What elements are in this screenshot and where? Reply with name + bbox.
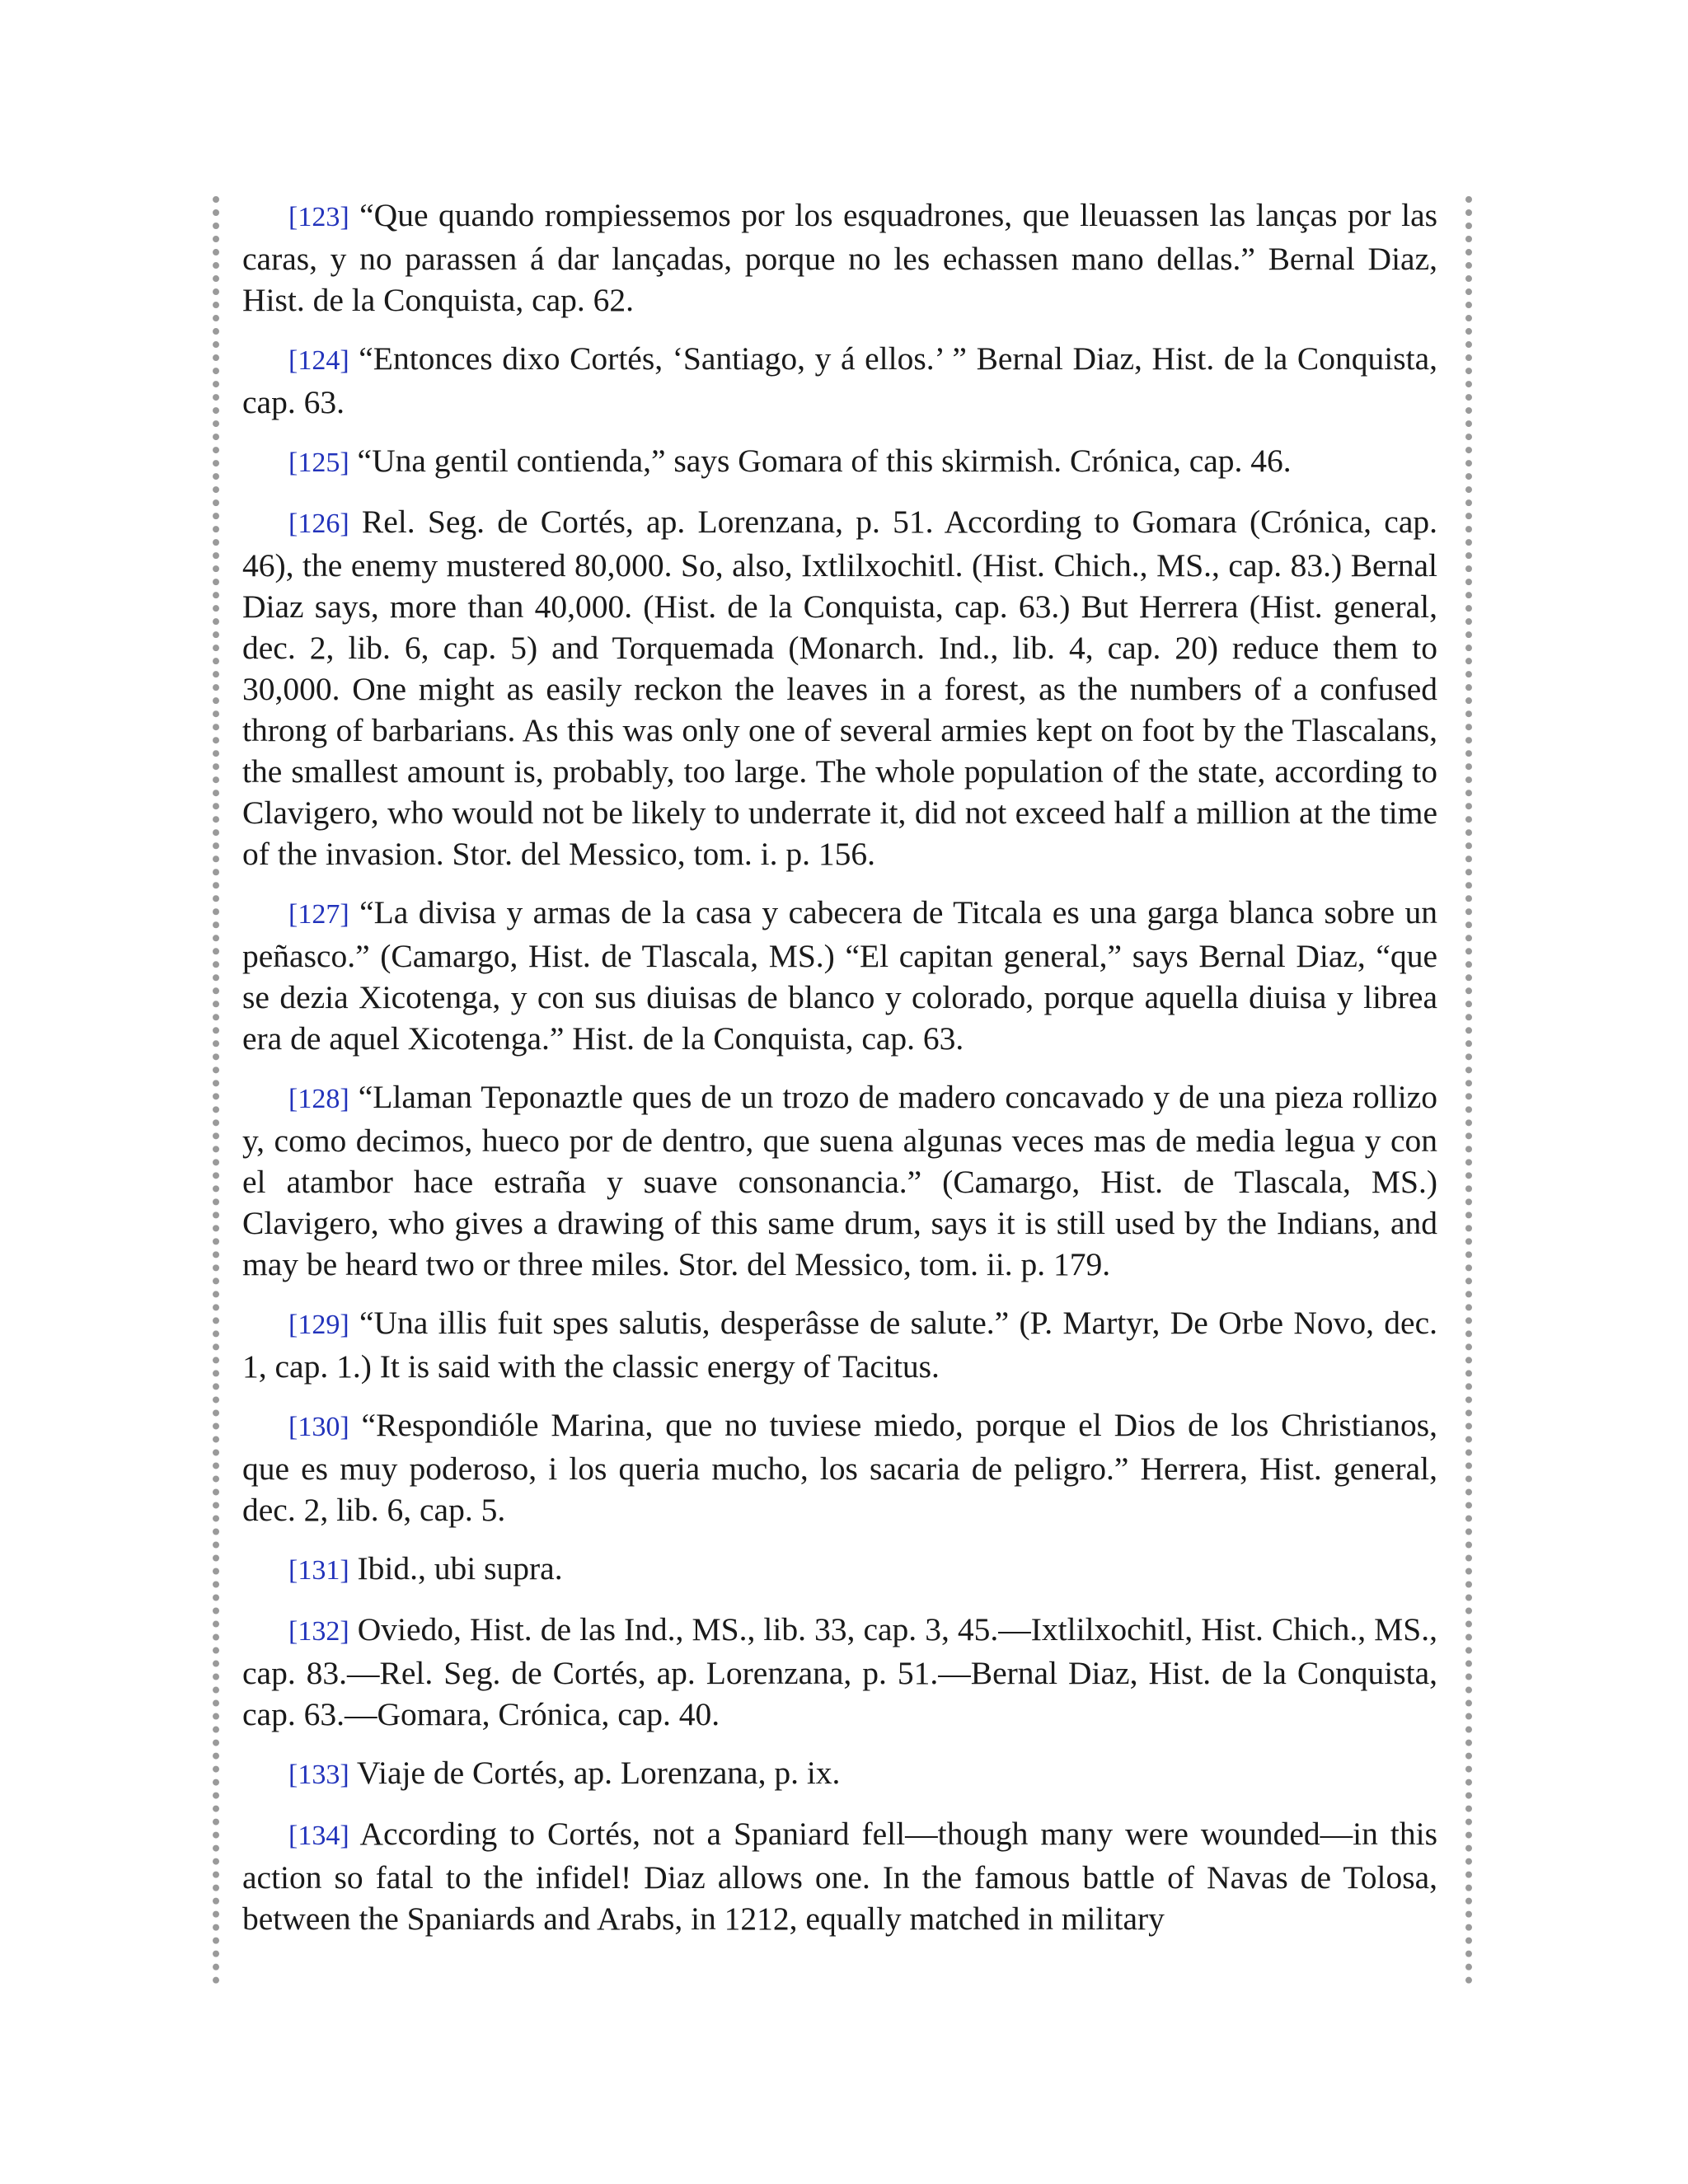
footnote-text: Oviedo, Hist. de las Ind., MS., lib. 33, cap. 3, 45.—Ixtlilxochitl, Hist. Chich., MS., cap. 83.—Rel. Seg. de Cortés, ap. Lorenzana, p. 51.—Bernal Diaz, Hist. de la Conquista, cap. 63.—Gomara, Crónica, cap. 40. [242, 1611, 1437, 1732]
footnote-132 [242, 1609, 1437, 1735]
footnote-ref-link[interactable]: [126] [288, 509, 349, 539]
footnote-130 [242, 1404, 1437, 1530]
footnote-text: “Una gentil contienda,” says Gomara of this skirmish. Crónica, cap. 46. [349, 443, 1292, 479]
footnote-text: “Entonces dixo Cortés, ‘Santiago, y á ellos.’ ” Bernal Diaz, Hist. de la Conquista, cap. 63. [242, 340, 1437, 420]
footnote-ref-link[interactable]: [128] [288, 1084, 349, 1114]
footnote-ref-link[interactable]: [130] [288, 1412, 349, 1442]
footnote-ref-link[interactable]: [129] [288, 1310, 349, 1340]
footnote-133 [242, 1752, 1437, 1796]
footnote-128 [242, 1076, 1437, 1285]
footnote-123 [242, 194, 1437, 321]
footnotes-column [242, 194, 1437, 1957]
footnote-text: Viaje de Cortés, ap. Lorenzana, p. ix. [349, 1755, 841, 1791]
footnote-ref-link[interactable]: [124] [288, 345, 349, 376]
footnote-text: “Respondióle Marina, que no tuviese miedo, porque el Dios de los Christianos, que es muy poderoso, i los queria mucho, los sacaria de peligro.” Herrera, Hist. general, dec. 2, lib. 6, cap. 5. [242, 1407, 1437, 1528]
footnote-text: “Llaman Teponaztle ques de un trozo de madero concavado y de una pieza rollizo y, como decimos, hueco por de dentro, que suena algunas veces mas de media legua y con el atambor hace estraña y suave consonancia.” (Camargo, Hist. de Tlascala, MS.) Clavigero, who gives a drawing of this same drum, says it is still used by the Indians, and may be heard two or three miles. Stor. del Messico, tom. ii. p. 179. [242, 1079, 1437, 1282]
footnote-ref-link[interactable]: [132] [288, 1616, 349, 1647]
footnote-131 [242, 1548, 1437, 1591]
footnote-text: “Una illis fuit spes salutis, desperâsse de salute.” (P. Martyr, De Orbe Novo, dec. 1, cap. 1.) It is said with the classic energy of Tacitus. [242, 1305, 1437, 1385]
footnote-text: Ibid., ubi supra. [349, 1550, 563, 1586]
footnote-ref-link[interactable]: [127] [288, 899, 349, 930]
footnote-126 [242, 501, 1437, 874]
footnote-ref-link[interactable]: [123] [288, 202, 349, 232]
footnote-ref-link[interactable]: [133] [288, 1760, 349, 1790]
footnote-125 [242, 440, 1437, 484]
footnote-129 [242, 1302, 1437, 1387]
footnote-text: According to Cortés, not a Spaniard fell—though many were wounded—in this action so fatal to the infidel! Diaz allows one. In the famous battle of Navas de Tolosa, between the Spaniards and Arabs, in 1212, equally matched in military [242, 1816, 1437, 1937]
footnote-124 [242, 338, 1437, 423]
footnote-ref-link[interactable]: [134] [288, 1821, 349, 1851]
footnote-ref-link[interactable]: [131] [288, 1555, 349, 1586]
footnote-text: Rel. Seg. de Cortés, ap. Lorenzana, p. 51. According to Gomara (Crónica, cap. 46), the enemy mustered 80,000. So, also, Ixtlilxochitl. (Hist. Chich., MS., cap. 83.) Bernal Diaz says, more than 40,000. (Hist. de la Conquista, cap. 63.) But Herrera (Hist. general, dec. 2, lib. 6, cap. 5) and Torquemada (Monarch. Ind., lib. 4, cap. 20) reduce them to 30,000. One might as easily reckon the leaves in a forest, as the numbers of a confused throng of barbarians. As this was only one of several armies kept on foot by the Tlascalans, the smallest amount is, probably, too large. The whole population of the state, according to Clavigero, who would not be likely to underrate it, did not exceed half a million at the time of the invasion. Stor. del Messico, tom. i. p. 156. [242, 504, 1437, 872]
footnote-ref-link[interactable]: [125] [288, 448, 349, 478]
footnote-127 [242, 892, 1437, 1059]
footnote-text: “La divisa y armas de la casa y cabecera de Titcala es una garga blanca sobre un peñasco.” (Camargo, Hist. de Tlascala, MS.) “El capitan general,” says Bernal Diaz, “que se dezia Xicotenga, y con sus diuisas de blanco y colorado, porque aquella diuisa y librea era de aquel Xicotenga.” Hist. de la Conquista, cap. 63. [242, 894, 1437, 1057]
footnote-text: “Que quando rompiessemos por los esquadrones, que lleuassen las lanças por las caras, y no parassen á dar lançadas, porque no les echassen mano dellas.” Bernal Diaz, Hist. de la Conquista, cap. 62. [242, 197, 1437, 318]
footnote-134 [242, 1813, 1437, 1939]
